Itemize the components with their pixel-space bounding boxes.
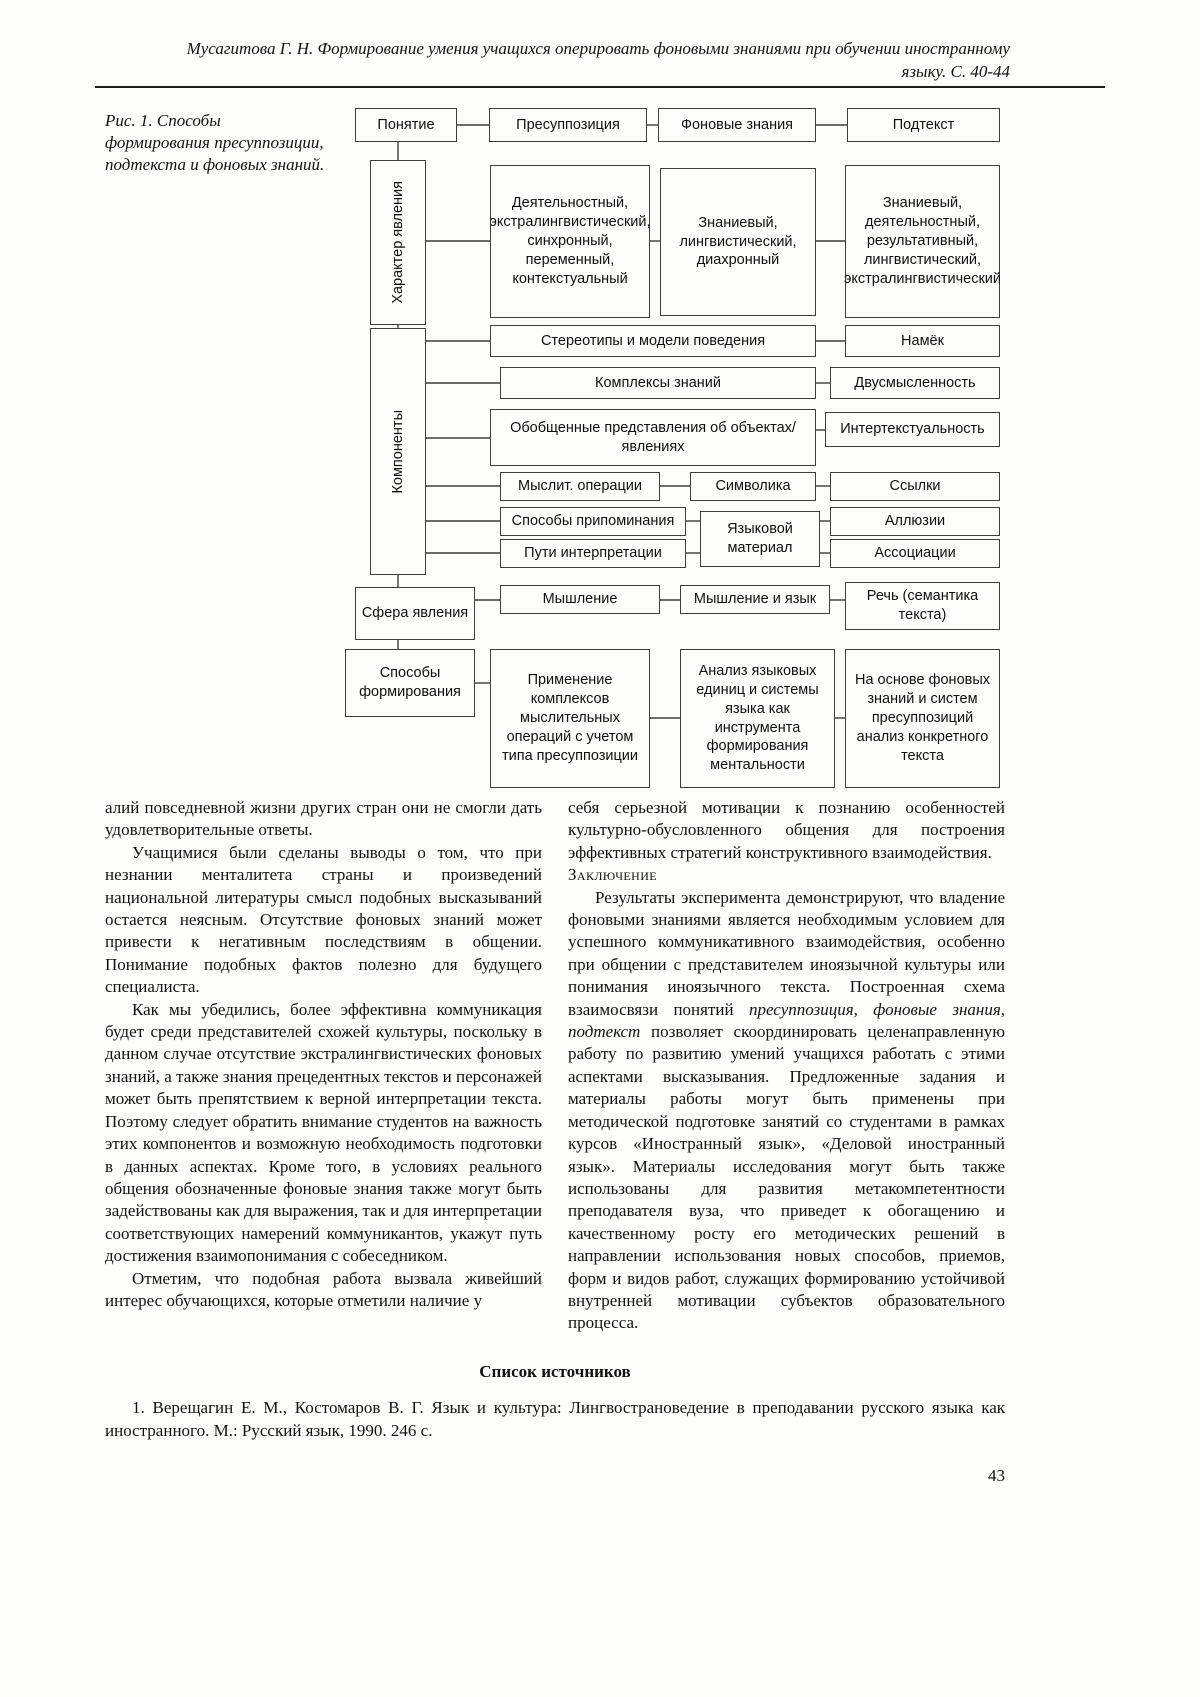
box-allusions: Аллюзии — [830, 507, 1000, 536]
box-symbolism: Символика — [690, 472, 816, 501]
paragraph: себя серьезной мотивации к познанию особенностей культурно-обусловленного общения для построения эффективных стратегий конструктивного взаимодействия. — [568, 798, 1005, 862]
page-number: 43 — [988, 1466, 1005, 1485]
sources-heading: Список источников — [479, 1361, 631, 1381]
box-stereotypes: Стереотипы и модели поведения — [490, 325, 816, 357]
label-character-text: Характер явления — [389, 181, 406, 304]
box-knowledge-complexes: Комплексы знаний — [500, 367, 816, 399]
running-head-line1: Мусагитова Г. Н. Формирование умения учащихся оперировать фоновыми знаниями при обучении иностранному — [186, 39, 1010, 58]
running-head — [95, 37, 1010, 83]
paragraph-text: Результаты эксперимента демонстрируют, что владение фоновыми знаниями является необходимым условием для успешного коммуникативного взаимодействия, особенно при общении с представителем иноязычной культуры или понимания иноязычного текста. Построенная схема взаимосвязи понятий — [568, 887, 1005, 1019]
body-text — [105, 797, 1005, 1442]
paragraph-italic-terms: пресуппозиция, фоновые знания, подтекст — [568, 999, 1005, 1042]
box-subtext: Подтекст — [847, 108, 1000, 142]
paragraph: Отметим, что подобная работа вызвала живейший интерес обучающихся, которые отметили наличие у — [105, 1268, 542, 1310]
box-generalized-representations: Обобщенные представления об объектах/явлениях — [490, 409, 816, 466]
box-interpretation-paths: Пути интерпретации — [500, 539, 686, 568]
box-recall-methods: Способы припоминания — [500, 507, 686, 536]
paragraph: алий повседневной жизни других стран они не смогли дать удовлетворительные ответы. — [105, 798, 542, 840]
figure-1 — [0, 100, 1200, 795]
box-thinking-and-language: Мышление и язык — [680, 585, 830, 614]
running-head-line2: языку. С. 40-44 — [901, 62, 1010, 81]
box-links: Ссылки — [830, 472, 1000, 501]
conclusion-heading: Заключение — [568, 865, 657, 885]
box-character-background: Знаниевый, лингвистический, диахронный — [660, 168, 816, 316]
reference-item: 1. Верещагин Е. М., Костомаров В. Г. Язык и культура: Лингвострановедение в преподавании русского языка как иностранного. М.: Русский язык, 1990. 246 с. — [105, 1397, 1005, 1440]
label-sphere-of-phenomenon: Сфера явления — [355, 587, 475, 640]
box-associations: Ассоциации — [830, 539, 1000, 568]
box-thinking: Мышление — [500, 585, 660, 614]
box-concept: Понятие — [355, 108, 457, 142]
label-components — [370, 328, 426, 575]
paragraph: Учащимися были сделаны выводы о том, что при незнании менталитета страны и произведений национальной литературы смысл подобных высказываний остается неясным. Отсутствие фоновых знаний может привести к негативным последствиям в общении. Понимание подобных фактов полезно для будущего специалиста. — [105, 842, 542, 997]
paragraph: Как мы убедились, более эффективна коммуникация будет среди представителей схожей культуры, поскольку в данном случае отсутствие экстралингвистических фоновых знаний, а также знания прецедентных текстов и персонажей может быть препятствием к верной интерпретации текста. Поэтому следует обратить внимание студентов на важность этих компонентов и возможную необходимость подготовки в данных аспектах. Кроме того, в условиях реального общения обозначенные фоновые знания также могут быть задействованы как для выражения, так и для интерпретации соответствующих намерений коммуникантов, укажут путь достижения взаимопонимания с собеседником. — [105, 999, 542, 1266]
box-character-subtext: Знаниевый, деятельностный, результативный, лингвистический, экстралингвистический — [845, 165, 1000, 318]
label-components-text: Компоненты — [389, 409, 406, 494]
right-column — [568, 797, 1005, 1335]
box-ambiguity: Двусмысленность — [830, 367, 1000, 399]
left-column — [105, 797, 542, 1335]
label-formation-methods: Способы формирования — [345, 649, 475, 717]
box-formation-background: Анализ языковых единиц и системы языка как инструмента формирования ментальности — [680, 649, 835, 788]
box-character-presupposition: Деятельностный, экстралингвистический, синхронный, переменный, контекстуальный — [490, 165, 650, 318]
box-formation-presupposition: Применение комплексов мыслительных операций с учетом типа пресуппозиции — [490, 649, 650, 788]
paragraph — [568, 887, 1005, 1335]
paragraph-text: позволяет скоординировать целенаправленную работу по развитию умений учащихся работать с этими аспектами высказывания. Предложенные задания и материалы работы могут быть применены при методической подготовке занятий со студентами в рамках курсов «Иностранный язык», «Деловой иностранный язык». Материалы исследования могут быть также использованы для развития метакомпетентности преподавателя вуза, что приведет к обогащению и качественному росту его методических решений в направлении использования новых способов, приемов, форм и видов работ, служащих формированию устойчивой внутренней мотивации субъектов образовательного процесса. — [568, 1022, 1005, 1333]
label-character-of-phenomenon — [370, 160, 426, 325]
figure-caption: Рис. 1. Способы формирования пресуппозиции, подтекста и фоновых знаний. — [105, 111, 325, 174]
header-rule — [95, 86, 1105, 88]
box-language-material: Языковой материал — [700, 511, 820, 567]
box-intertextuality: Интертекстуальность — [825, 412, 1000, 447]
box-hint: Намёк — [845, 325, 1000, 357]
box-mental-operations: Мыслит. операции — [500, 472, 660, 501]
text-columns — [105, 797, 1005, 1335]
box-background-knowledge: Фоновые знания — [658, 108, 816, 142]
box-presupposition: Пресуппозиция — [489, 108, 647, 142]
box-speech-semantics: Речь (семантика текста) — [845, 582, 1000, 630]
box-formation-subtext: На основе фоновых знаний и систем пресуппозиций анализ конкретного текста — [845, 649, 1000, 788]
